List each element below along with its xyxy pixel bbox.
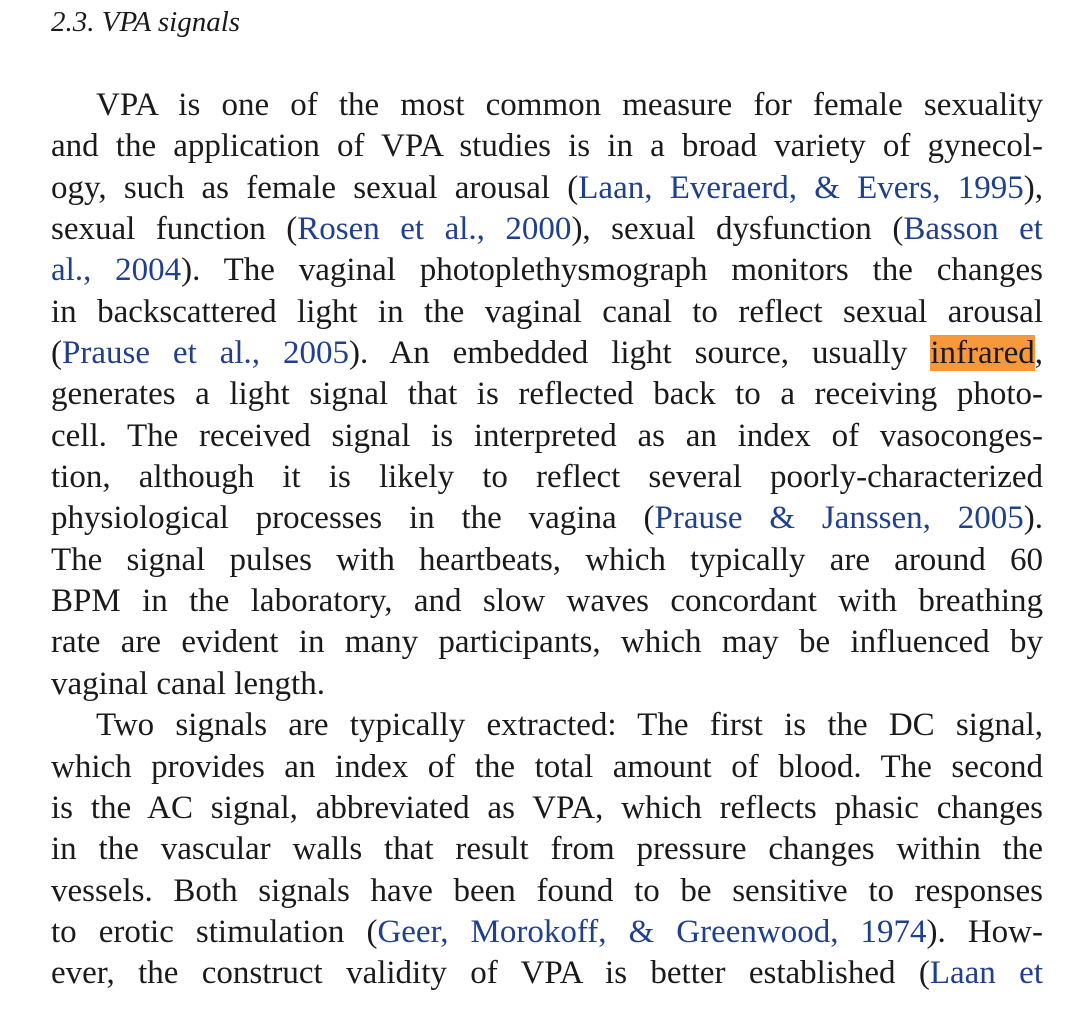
paragraph-2-line xyxy=(51,829,1043,870)
text-run: ). xyxy=(1023,500,1044,537)
paragraph-2-line xyxy=(51,912,1043,953)
text-run: cell. The received signal is interpreted as an index of vasoconges- xyxy=(51,417,1043,454)
paragraph-1-line xyxy=(51,292,1043,333)
paragraph-1-line xyxy=(51,374,1043,415)
citation-link[interactable]: Laan et xyxy=(929,955,1043,992)
paragraph-1-line xyxy=(51,498,1043,539)
text-run: ). The vaginal photoplethysmograph monitors the changes xyxy=(181,252,1043,289)
paragraph-1-line xyxy=(51,250,1043,291)
paragraph-1-line xyxy=(51,457,1043,498)
text-run: and the application of VPA studies is in a broad variety of gynecol- xyxy=(51,128,1043,165)
text-run: vaginal canal length. xyxy=(51,665,325,702)
text-run: ), xyxy=(1023,169,1043,206)
text-run: VPA is one of the most common measure for female sexuality xyxy=(96,87,1043,123)
body-text xyxy=(51,85,1043,995)
text-run: , xyxy=(1034,335,1043,372)
paragraph-1-line xyxy=(51,168,1043,209)
text-run: ogy, such as female sexual arousal ( xyxy=(51,169,579,206)
citation-link[interactable]: al., 2004 xyxy=(51,252,182,289)
text-run: ( xyxy=(51,335,62,372)
text-run: generates a light signal that is reflected back to a receiving photo- xyxy=(51,376,1043,413)
text-run: to erotic stimulation ( xyxy=(51,913,378,950)
paragraph-1-line xyxy=(51,622,1043,663)
text-run: ), sexual dysfunction ( xyxy=(571,211,904,248)
paragraph-2-line xyxy=(51,788,1043,829)
highlighted-word: infrared xyxy=(930,335,1035,372)
text-run: Two signals are typically extracted: The first is the DC signal, xyxy=(96,707,1043,744)
paragraph-1-line xyxy=(51,416,1043,457)
text-run: ). An embedded light source, usually xyxy=(348,335,931,372)
text-run: sexual function ( xyxy=(51,211,298,248)
text-run: is the AC signal, abbreviated as VPA, which reflects phasic changes xyxy=(51,789,1043,826)
text-run: vessels. Both signals have been found to be sensitive to responses xyxy=(51,872,1043,909)
paragraph-1-line xyxy=(51,126,1043,167)
paragraph-2-line xyxy=(51,747,1043,788)
text-run: tion, although it is likely to reflect several poorly-characterized xyxy=(51,459,1043,496)
text-run: in the vascular walls that result from pressure changes within the xyxy=(51,831,1043,868)
citation-link[interactable]: Geer, Morokoff, & Greenwood, 1974 xyxy=(377,913,927,950)
citation-link[interactable]: Prause et al., 2005 xyxy=(62,335,349,372)
text-run: BPM in the laboratory, and slow waves concordant with breathing xyxy=(51,583,1043,620)
paragraph-1-line xyxy=(51,333,1043,374)
section-heading: 2.3. VPA signals xyxy=(51,6,241,38)
paragraph-1-line xyxy=(51,664,1043,705)
paragraph-2-line xyxy=(51,871,1043,912)
paragraph-2-line xyxy=(51,953,1043,994)
text-run: in backscattered light in the vaginal canal to reflect sexual arousal xyxy=(51,293,1043,330)
text-run: ). How- xyxy=(926,913,1043,950)
citation-link[interactable]: Rosen et al., 2000 xyxy=(297,211,572,248)
paragraph-2-line xyxy=(51,705,1043,746)
text-run: which provides an index of the total amount of blood. The second xyxy=(51,748,1043,785)
text-run: physiological processes in the vagina ( xyxy=(51,500,655,537)
paragraph-1-line xyxy=(51,581,1043,622)
text-run: ever, the construct validity of VPA is better established ( xyxy=(51,955,930,992)
citation-link[interactable]: Basson et xyxy=(903,211,1043,248)
citation-link[interactable]: Prause & Janssen, 2005 xyxy=(654,500,1024,537)
paragraph-1-line xyxy=(51,85,1043,126)
text-run: The signal pulses with heartbeats, which typically are around 60 xyxy=(51,541,1043,578)
text-run: rate are evident in many participants, which may be influenced by xyxy=(51,624,1043,661)
citation-link[interactable]: Laan, Everaerd, & Evers, 1995 xyxy=(578,169,1024,206)
paragraph-1-line xyxy=(51,209,1043,250)
paragraph-1-line xyxy=(51,540,1043,581)
